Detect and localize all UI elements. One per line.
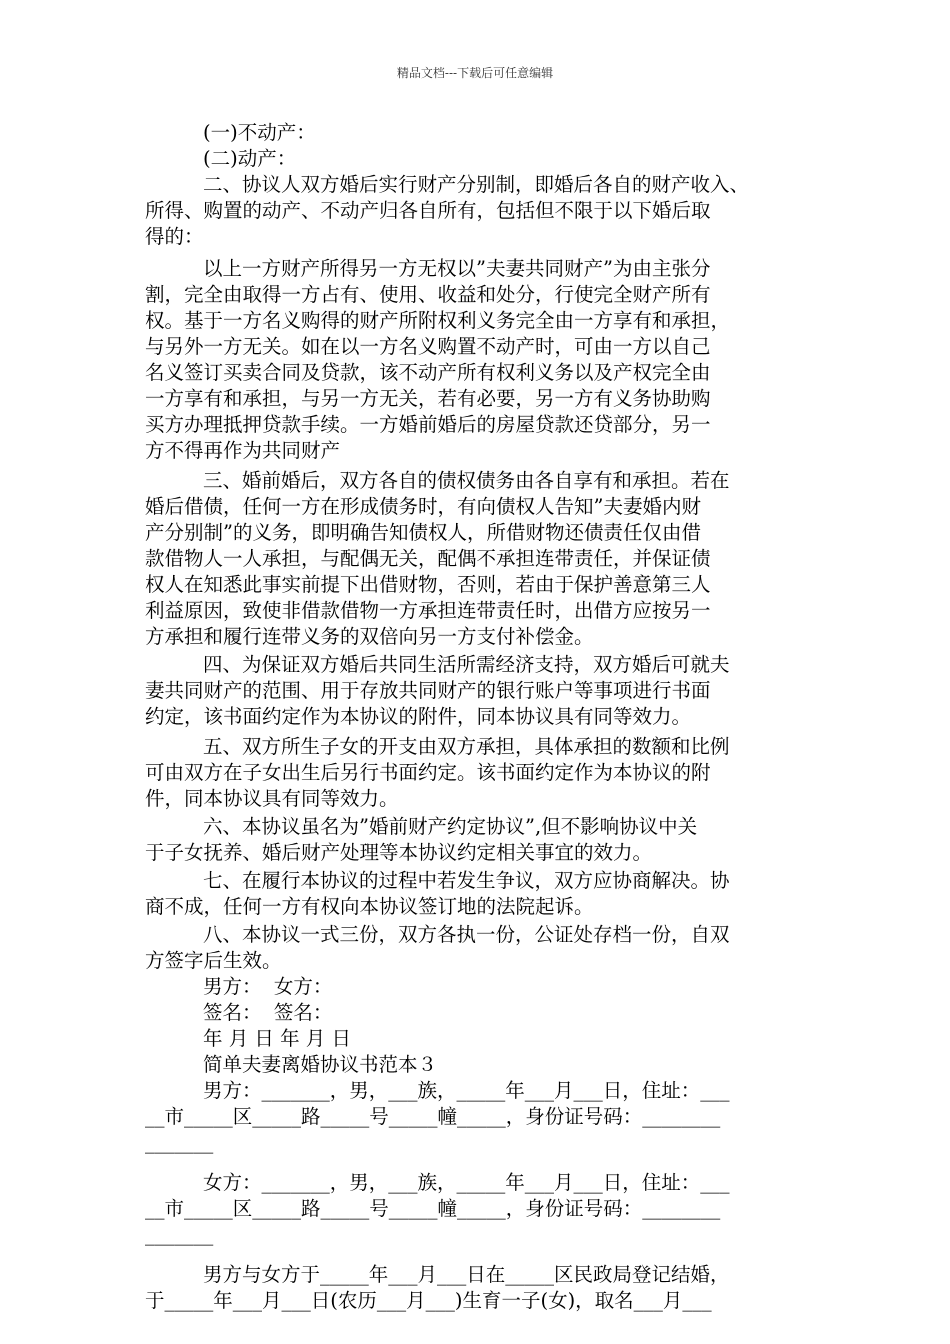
document-line: 简单夫妻离婚协议书范本３ [203, 1053, 438, 1076]
document-line: __市_____区_____路_____号_____幢_____，身份证号码：________ [145, 1105, 721, 1128]
document-line: 约定，该书面约定作为本协议的附件，同本协议具有同等效力。 [145, 705, 692, 728]
document-line: 男方与女方于_____年___月___日在_____区民政局登记结婚， [203, 1263, 730, 1286]
document-line: 商不成，任何一方有权向本协议签订地的法院起诉。 [145, 895, 594, 918]
document-line: 男方：_______，男，___族，_____年___月___日，住址：___ [203, 1079, 730, 1102]
document-line: 与另外一方无关。如在以一方名义购置不动产时，可由一方以自己 [145, 335, 711, 358]
document-line: 利益原因，致使非借款借物一方承担连带责任时，出借方应按另一 [145, 599, 711, 622]
document-line: 男方： 女方： [203, 975, 333, 998]
document-body [145, 120, 810, 1314]
document-line: _______ [145, 1223, 214, 1246]
document-line: 二、协议人双方婚后实行财产分别制，即婚后各自的财产收入、 [203, 173, 750, 196]
document-line: 所得、购置的动产、不动产归各自所有，包括但不限于以下婚后取 [145, 199, 711, 222]
document-line: __市_____区_____路_____号_____幢_____，身份证号码：________ [145, 1197, 721, 1220]
document-line: _______ [145, 1131, 214, 1154]
document-line: 女方：_______，男，___族，_____年___月___日，住址：___ [203, 1171, 730, 1194]
document-line: 八、本协议一式三份，双方各执一份，公证处存档一份，自双 [203, 923, 730, 946]
document-line: 年 月 日 年 月 日 [203, 1027, 351, 1050]
document-line: 签名： 签名： [203, 1001, 333, 1024]
document-line: 方签字后生效。 [145, 949, 282, 972]
page-header: 精品文档---下载后可任意编辑 [396, 66, 554, 80]
document-line: 款借物人一人承担，与配偶无关，配偶不承担连带责任，并保证债 [145, 547, 711, 570]
document-line: 权。基于一方名义购得的财产所附权利义务完全由一方享有和承担， [145, 309, 731, 332]
document-line: 于子女抚养、婚后财产处理等本协议约定相关事宜的效力。 [145, 841, 653, 864]
document-line: 方承担和履行连带义务的双倍向另一方支付补偿金。 [145, 625, 594, 648]
document-line: 方不得再作为共同财产 [145, 439, 341, 462]
document-line: 七、在履行本协议的过程中若发生争议，双方应协商解决。协 [203, 869, 730, 892]
document-line: (一)不动产： [203, 121, 316, 144]
document-line: 割，完全由取得一方占有、使用、收益和处分，行使完全财产所有 [145, 283, 711, 306]
document-line: (二)动产： [203, 147, 297, 170]
document-line: 五、双方所生子女的开支由双方承担，具体承担的数额和比例 [203, 735, 730, 758]
document-line: 产分别制”的义务，即明确告知债权人，所借财物还债责任仅由借 [145, 521, 701, 544]
document-line: 买方办理抵押贷款手续。一方婚前婚后的房屋贷款还贷部分，另一 [145, 413, 711, 436]
document-line: 可由双方在子女出生后另行书面约定。该书面约定作为本协议的附 [145, 761, 711, 784]
document-line: 以上一方财产所得另一方无权以”夫妻共同财产”为由主张分 [203, 257, 711, 280]
document-line: 件，同本协议具有同等效力。 [145, 787, 399, 810]
document-line: 婚后借债，任何一方在形成债务时，有向债权人告知”夫妻婚内财 [145, 495, 701, 518]
document-line: 三、婚前婚后，双方各自的债权债务由各自享有和承担。若在 [203, 469, 730, 492]
document-line: 权人在知悉此事实前提下出借财物，否则，若由于保护善意第三人 [145, 573, 711, 596]
document-line: 一方享有和承担，与另一方无关，若有必要，另一方有义务协助购 [145, 387, 711, 410]
document-line: 名义签订买卖合同及贷款，该不动产所有权利义务以及产权完全由 [145, 361, 711, 384]
document-line: 妻共同财产的范围、用于存放共同财产的银行账户等事项进行书面 [145, 679, 711, 702]
document-line: 四、为保证双方婚后共同生活所需经济支持，双方婚后可就夫 [203, 653, 730, 676]
document-line: 得的： [145, 225, 204, 248]
document-line: 六、本协议虽名为”婚前财产约定协议”,但不影响协议中关 [203, 815, 698, 838]
document-line: 于_____年___月___日(农历___月___)生育一子(女)，取名___月___ [145, 1289, 712, 1312]
